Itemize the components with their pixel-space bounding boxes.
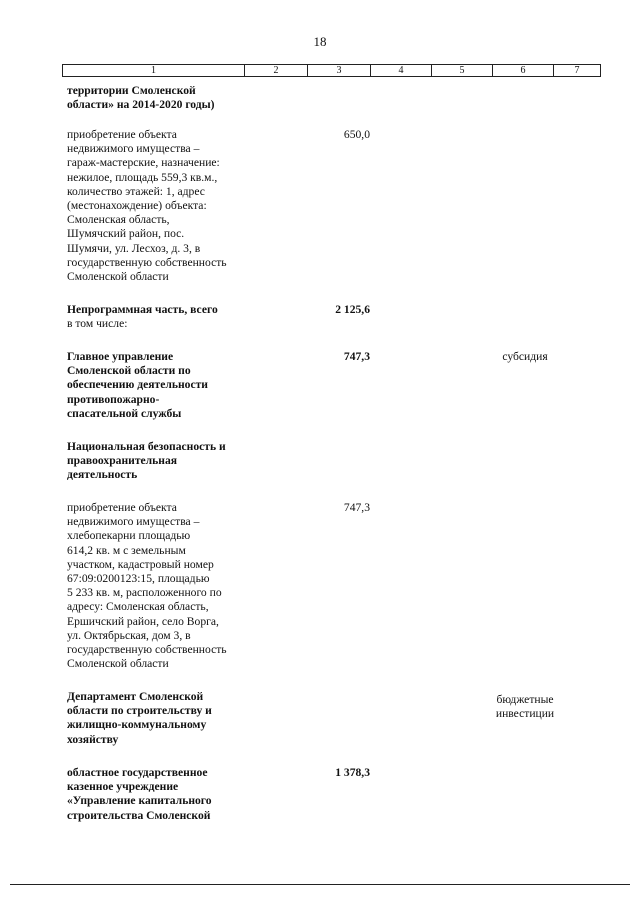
bakery-description: приобретение объекта недвижимого имущества – хлебопекарни площадью 614,2 кв. м с земельным участком, кадастровый номер 67:09:0200123:15, площадью 5 233 кв. м, расположенного по адресу: Смоленская область, Ершичский район, село Ворга, ул. Октябрьская, дом 3, в государственную собственность Смоленской области	[67, 501, 227, 671]
footer-rule	[10, 884, 630, 885]
page-number: 18	[313, 34, 327, 49]
fire-dept-amount: 747,3	[343, 350, 370, 363]
column-header-7: 7	[554, 65, 601, 77]
nonprogram-title: Непрограммная часть, всего	[67, 303, 218, 316]
program-title-tail: территории Смоленской области» на 2014-2020 годы)	[67, 84, 215, 112]
column-header-4: 4	[371, 65, 432, 77]
fire-dept-title: Главное управление Смоленской области по обеспечению деятельности противопожарно- спасательной службы	[67, 350, 208, 420]
institution-amount: 1 378,3	[335, 766, 370, 779]
construction-dept-title: Департамент Смоленской области по строительству и жилищно-коммунальному хозяйству	[67, 690, 212, 746]
column-header-2: 2	[245, 65, 308, 77]
nonprogram-amount: 2 125,6	[335, 303, 370, 316]
bakery-amount: 747,3	[343, 501, 370, 514]
column-header-5: 5	[432, 65, 493, 77]
column-header-row	[62, 64, 601, 77]
nonprogram-subtitle: в том числе:	[67, 317, 128, 330]
garage-amount: 650,0	[343, 128, 370, 141]
column-header-3: 3	[308, 65, 371, 77]
column-header-1: 1	[63, 65, 245, 77]
construction-dept-type: бюджетные инвестиции	[495, 693, 555, 721]
garage-description: приобретение объекта недвижимого имущества – гараж-мастерские, назначение: нежилое, площадь 559,3 кв.м., количество этажей: 1, адрес (местонахождение) объекта: Смоленская область, Шумячский район, пос. Шумячи, ул. Лесхоз, д. 3, в государственную собственность Смоленской области	[67, 128, 227, 284]
institution-title: областное государственное казенное учреждение «Управление капитального строительства Смоленской	[67, 766, 212, 822]
fire-dept-type: субсидия	[502, 350, 548, 363]
column-header-6: 6	[493, 65, 554, 77]
security-section-title: Национальная безопасность и правоохранительная деятельность	[67, 440, 226, 482]
